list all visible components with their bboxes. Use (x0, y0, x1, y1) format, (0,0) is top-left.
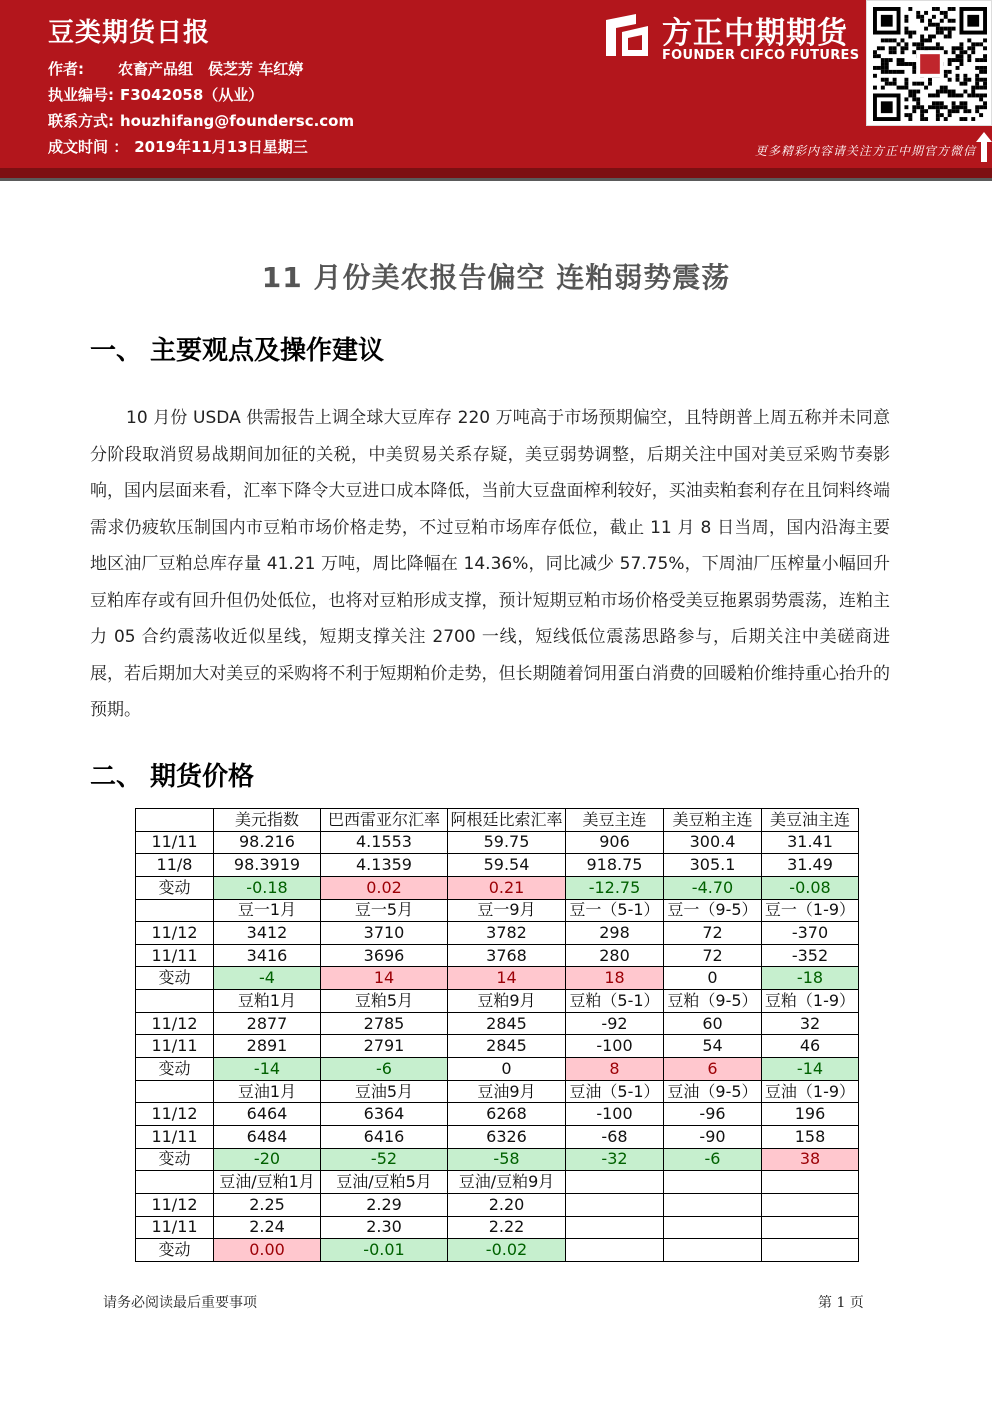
table-cell: 3782 (448, 922, 566, 945)
table-cell: 4.1553 (321, 831, 448, 854)
table-cell: 38 (762, 1148, 859, 1171)
table-cell: -4 (214, 967, 321, 990)
table-cell: -12.75 (566, 876, 664, 899)
table-cell: 4.1359 (321, 854, 448, 877)
table-cell: -68 (566, 1125, 664, 1148)
table-row (136, 1216, 859, 1239)
table-row (136, 831, 859, 854)
table-cell: 3710 (321, 922, 448, 945)
column-header: 豆一5月 (321, 899, 448, 922)
row-date: 变动 (136, 967, 214, 990)
row-date: 11/11 (136, 1125, 214, 1148)
table-cell: -352 (762, 944, 859, 967)
row-date: 11/11 (136, 1035, 214, 1058)
table-cell: -32 (566, 1148, 664, 1171)
table-row (136, 1125, 859, 1148)
column-header: 豆油5月 (321, 1080, 448, 1103)
table-cell: -0.08 (762, 876, 859, 899)
column-header: 豆一（5-1） (566, 899, 664, 922)
table-cell: 305.1 (664, 854, 762, 877)
table-row (136, 1239, 859, 1262)
table-cell: -100 (566, 1103, 664, 1126)
column-header: 豆粕9月 (448, 990, 566, 1013)
page-number: 第 1 页 (818, 1295, 864, 1311)
table-cell: -4.70 (664, 876, 762, 899)
column-header: 美豆粕主连 (664, 809, 762, 832)
table-cell: -18 (762, 967, 859, 990)
table-cell: 31.49 (762, 854, 859, 877)
section-title: 期货价格 (150, 762, 255, 792)
table-cell: 196 (762, 1103, 859, 1126)
table-row (136, 876, 859, 899)
table-cell: 918.75 (566, 854, 664, 877)
contact-label: 联系方式: (48, 112, 114, 130)
table-cell (566, 1193, 664, 1216)
table-cell (566, 1239, 664, 1262)
footer-disclaimer: 请务必阅读最后重要事项 (103, 1295, 257, 1311)
table-cell: 2845 (448, 1035, 566, 1058)
table-header-row (136, 1171, 859, 1194)
table-cell: 300.4 (664, 831, 762, 854)
table-cell: 2877 (214, 1012, 321, 1035)
column-header (566, 1171, 664, 1194)
table-cell: 72 (664, 922, 762, 945)
column-header: 豆油（1-9） (762, 1080, 859, 1103)
column-header (136, 809, 214, 832)
main-title: 11 月份美农报告偏空 连粕弱势震荡 (261, 261, 731, 294)
author-line (48, 58, 303, 79)
table-cell: 2.25 (214, 1193, 321, 1216)
table-cell: 31.41 (762, 831, 859, 854)
table-cell: -6 (321, 1058, 448, 1081)
header-divider (0, 168, 992, 178)
table-cell: 2.24 (214, 1216, 321, 1239)
table-cell: 60 (664, 1012, 762, 1035)
table-cell: 6 (664, 1058, 762, 1081)
table-cell: 0 (664, 967, 762, 990)
table-cell: 98.216 (214, 831, 321, 854)
table-cell (762, 1239, 859, 1262)
column-header: 豆油9月 (448, 1080, 566, 1103)
column-header: 豆油（5-1） (566, 1080, 664, 1103)
column-header (136, 899, 214, 922)
table-cell: -14 (762, 1058, 859, 1081)
table-cell: 0.21 (448, 876, 566, 899)
column-header (664, 1171, 762, 1194)
table-cell: -92 (566, 1012, 664, 1035)
table-header-row (136, 1080, 859, 1103)
table-row (136, 967, 859, 990)
license-line (48, 84, 263, 105)
table-row (136, 1148, 859, 1171)
date-line (48, 136, 308, 157)
table-cell: 0.02 (321, 876, 448, 899)
contact-email[interactable]: houzhifang@foundersc.com (120, 112, 355, 130)
table-cell: 14 (448, 967, 566, 990)
up-arrow-icon (976, 132, 992, 162)
column-header: 豆粕（9-5） (664, 990, 762, 1013)
row-date: 变动 (136, 876, 214, 899)
table-cell: -52 (321, 1148, 448, 1171)
column-header: 豆一1月 (214, 899, 321, 922)
contact-line (48, 110, 354, 131)
table-cell: 2.29 (321, 1193, 448, 1216)
table-cell: 6268 (448, 1103, 566, 1126)
table-header-row (136, 899, 859, 922)
report-title: 豆类期货日报 (48, 18, 211, 48)
table-row (136, 922, 859, 945)
table-cell: -100 (566, 1035, 664, 1058)
date-value: 2019年11月13日星期三 (134, 138, 308, 156)
column-header: 豆一（9-5） (664, 899, 762, 922)
column-header: 豆一（1-9） (762, 899, 859, 922)
table-cell: 0 (448, 1058, 566, 1081)
table-cell (664, 1239, 762, 1262)
row-date: 11/11 (136, 944, 214, 967)
column-header: 美元指数 (214, 809, 321, 832)
section-number: 一、 (90, 336, 143, 366)
company-logo (604, 8, 860, 63)
table-cell: 32 (762, 1012, 859, 1035)
table-cell: 6364 (321, 1103, 448, 1126)
row-date: 11/8 (136, 854, 214, 877)
table-cell: 54 (664, 1035, 762, 1058)
table-header-row (136, 990, 859, 1013)
table-cell: 14 (321, 967, 448, 990)
license-value: F3042058（从业） (120, 86, 264, 104)
table-cell: -14 (214, 1058, 321, 1081)
table-cell (664, 1216, 762, 1239)
header-divider-shadow (0, 178, 992, 181)
analysis-paragraph: 10 月份 USDA 供需报告上调全球大豆库存 220 万吨高于市场预期偏空，且特朗普上周五称并未同意分阶段取消贸易战期间加征的关税，中美贸易关系存疑，美豆弱势调整，后期关注中国对美豆采购节奏影响，国内层面来看，汇率下降令大豆进口成本降低，当前大豆盘面榨利较好，买油卖粕套利存在且饲料终端需求仍疲软压制国内市豆粕市场价格走势，不过豆粕市场库存低位，截止 11 月 8 日当周，国内沿海主要地区油厂豆粕总库存量 41.21 万吨，周比降幅在 14.36%，同比减少 57.75%，下周油厂压榨量小幅回升豆粕库存或有回升但仍处低位，也将对豆粕形成支撑，预计短期豆粕市场价格受美豆拖累弱势震荡，连粕主力 05 合约震荡收近似星线，短期支撑关注 2700 一线，短线低位震荡思路参与，后期关注中美磋商进展，若后期加大对美豆的采购将不利于短期粕价走势，但长期随着饲用蛋白消费的回暖粕价维持重心抬升的预期。 (90, 408, 890, 720)
column-header: 豆油（9-5） (664, 1080, 762, 1103)
table-cell: 6484 (214, 1125, 321, 1148)
section-heading-prices (90, 756, 254, 793)
table-cell: 2845 (448, 1012, 566, 1035)
table-cell: 3416 (214, 944, 321, 967)
table-row (136, 1058, 859, 1081)
table-cell: 2.20 (448, 1193, 566, 1216)
table-cell: -0.18 (214, 876, 321, 899)
column-header (762, 1171, 859, 1194)
table-cell: -58 (448, 1148, 566, 1171)
row-date: 变动 (136, 1239, 214, 1262)
table-cell: 6464 (214, 1103, 321, 1126)
table-cell: -20 (214, 1148, 321, 1171)
table-row (136, 854, 859, 877)
column-header: 阿根廷比索汇率 (448, 809, 566, 832)
table-cell: 2891 (214, 1035, 321, 1058)
row-date: 11/11 (136, 831, 214, 854)
table-cell: 46 (762, 1035, 859, 1058)
section-title: 主要观点及操作建议 (150, 336, 385, 366)
table-cell: 280 (566, 944, 664, 967)
table-cell: -0.02 (448, 1239, 566, 1262)
row-date: 11/12 (136, 1193, 214, 1216)
column-header: 豆粕5月 (321, 990, 448, 1013)
futures-price-table (135, 808, 859, 1262)
qr-code-icon (873, 7, 987, 121)
row-date: 变动 (136, 1058, 214, 1081)
row-date: 11/12 (136, 922, 214, 945)
table-cell: 906 (566, 831, 664, 854)
table-cell: 59.54 (448, 854, 566, 877)
column-header (136, 1080, 214, 1103)
table-cell (762, 1216, 859, 1239)
column-header: 豆油1月 (214, 1080, 321, 1103)
row-date: 变动 (136, 1148, 214, 1171)
table-cell: 98.3919 (214, 854, 321, 877)
table-row (136, 1193, 859, 1216)
table-cell: -370 (762, 922, 859, 945)
row-date: 11/12 (136, 1012, 214, 1035)
column-header: 巴西雷亚尔汇率 (321, 809, 448, 832)
column-header: 豆粕1月 (214, 990, 321, 1013)
table-cell: -0.01 (321, 1239, 448, 1262)
column-header: 美豆主连 (566, 809, 664, 832)
table-cell: 298 (566, 922, 664, 945)
table-cell: 2785 (321, 1012, 448, 1035)
row-date: 11/11 (136, 1216, 214, 1239)
wechat-qr-code[interactable] (866, 0, 992, 126)
logo-english-name: FOUNDER CIFCO FUTURES (662, 48, 860, 63)
table-cell: 0.00 (214, 1239, 321, 1262)
table-cell: 8 (566, 1058, 664, 1081)
author-label: 作者: (48, 60, 84, 78)
table-cell: 3696 (321, 944, 448, 967)
column-header (136, 1171, 214, 1194)
table-cell: 59.75 (448, 831, 566, 854)
column-header: 豆油/豆粕5月 (321, 1171, 448, 1194)
table-row (136, 1035, 859, 1058)
column-header: 豆油/豆粕9月 (448, 1171, 566, 1194)
date-label: 成文时间 ： (48, 138, 129, 156)
table-cell: 6326 (448, 1125, 566, 1148)
table-row (136, 1103, 859, 1126)
table-header-row (136, 809, 859, 832)
license-label: 执业编号: (48, 86, 114, 104)
row-date: 11/12 (136, 1103, 214, 1126)
table-row (136, 1012, 859, 1035)
follow-wechat-text: 更多精彩内容请关注方正中期官方微信 (754, 144, 976, 158)
table-cell: 2791 (321, 1035, 448, 1058)
table-cell: 3768 (448, 944, 566, 967)
table-cell: -90 (664, 1125, 762, 1148)
table-cell (762, 1193, 859, 1216)
table-cell: 72 (664, 944, 762, 967)
section-number: 二、 (90, 762, 143, 792)
logo-chinese-name: 方正中期期货 (662, 16, 848, 51)
logo-mark-icon (604, 12, 650, 58)
table-cell: 18 (566, 967, 664, 990)
column-header: 美豆油主连 (762, 809, 859, 832)
column-header: 豆粕（1-9） (762, 990, 859, 1013)
table-cell: 158 (762, 1125, 859, 1148)
column-header: 豆粕（5-1） (566, 990, 664, 1013)
column-header: 豆一9月 (448, 899, 566, 922)
table-cell: -96 (664, 1103, 762, 1126)
table-cell: -6 (664, 1148, 762, 1171)
table-cell (566, 1216, 664, 1239)
column-header (136, 990, 214, 1013)
table-cell (664, 1193, 762, 1216)
table-cell: 2.30 (321, 1216, 448, 1239)
table-cell: 3412 (214, 922, 321, 945)
author-value: 农畜产品组 侯芝芳 车红婷 (118, 60, 304, 78)
column-header: 豆油/豆粕1月 (214, 1171, 321, 1194)
table-cell: 2.22 (448, 1216, 566, 1239)
section-heading-views (90, 330, 384, 367)
table-cell: 6416 (321, 1125, 448, 1148)
table-row (136, 944, 859, 967)
